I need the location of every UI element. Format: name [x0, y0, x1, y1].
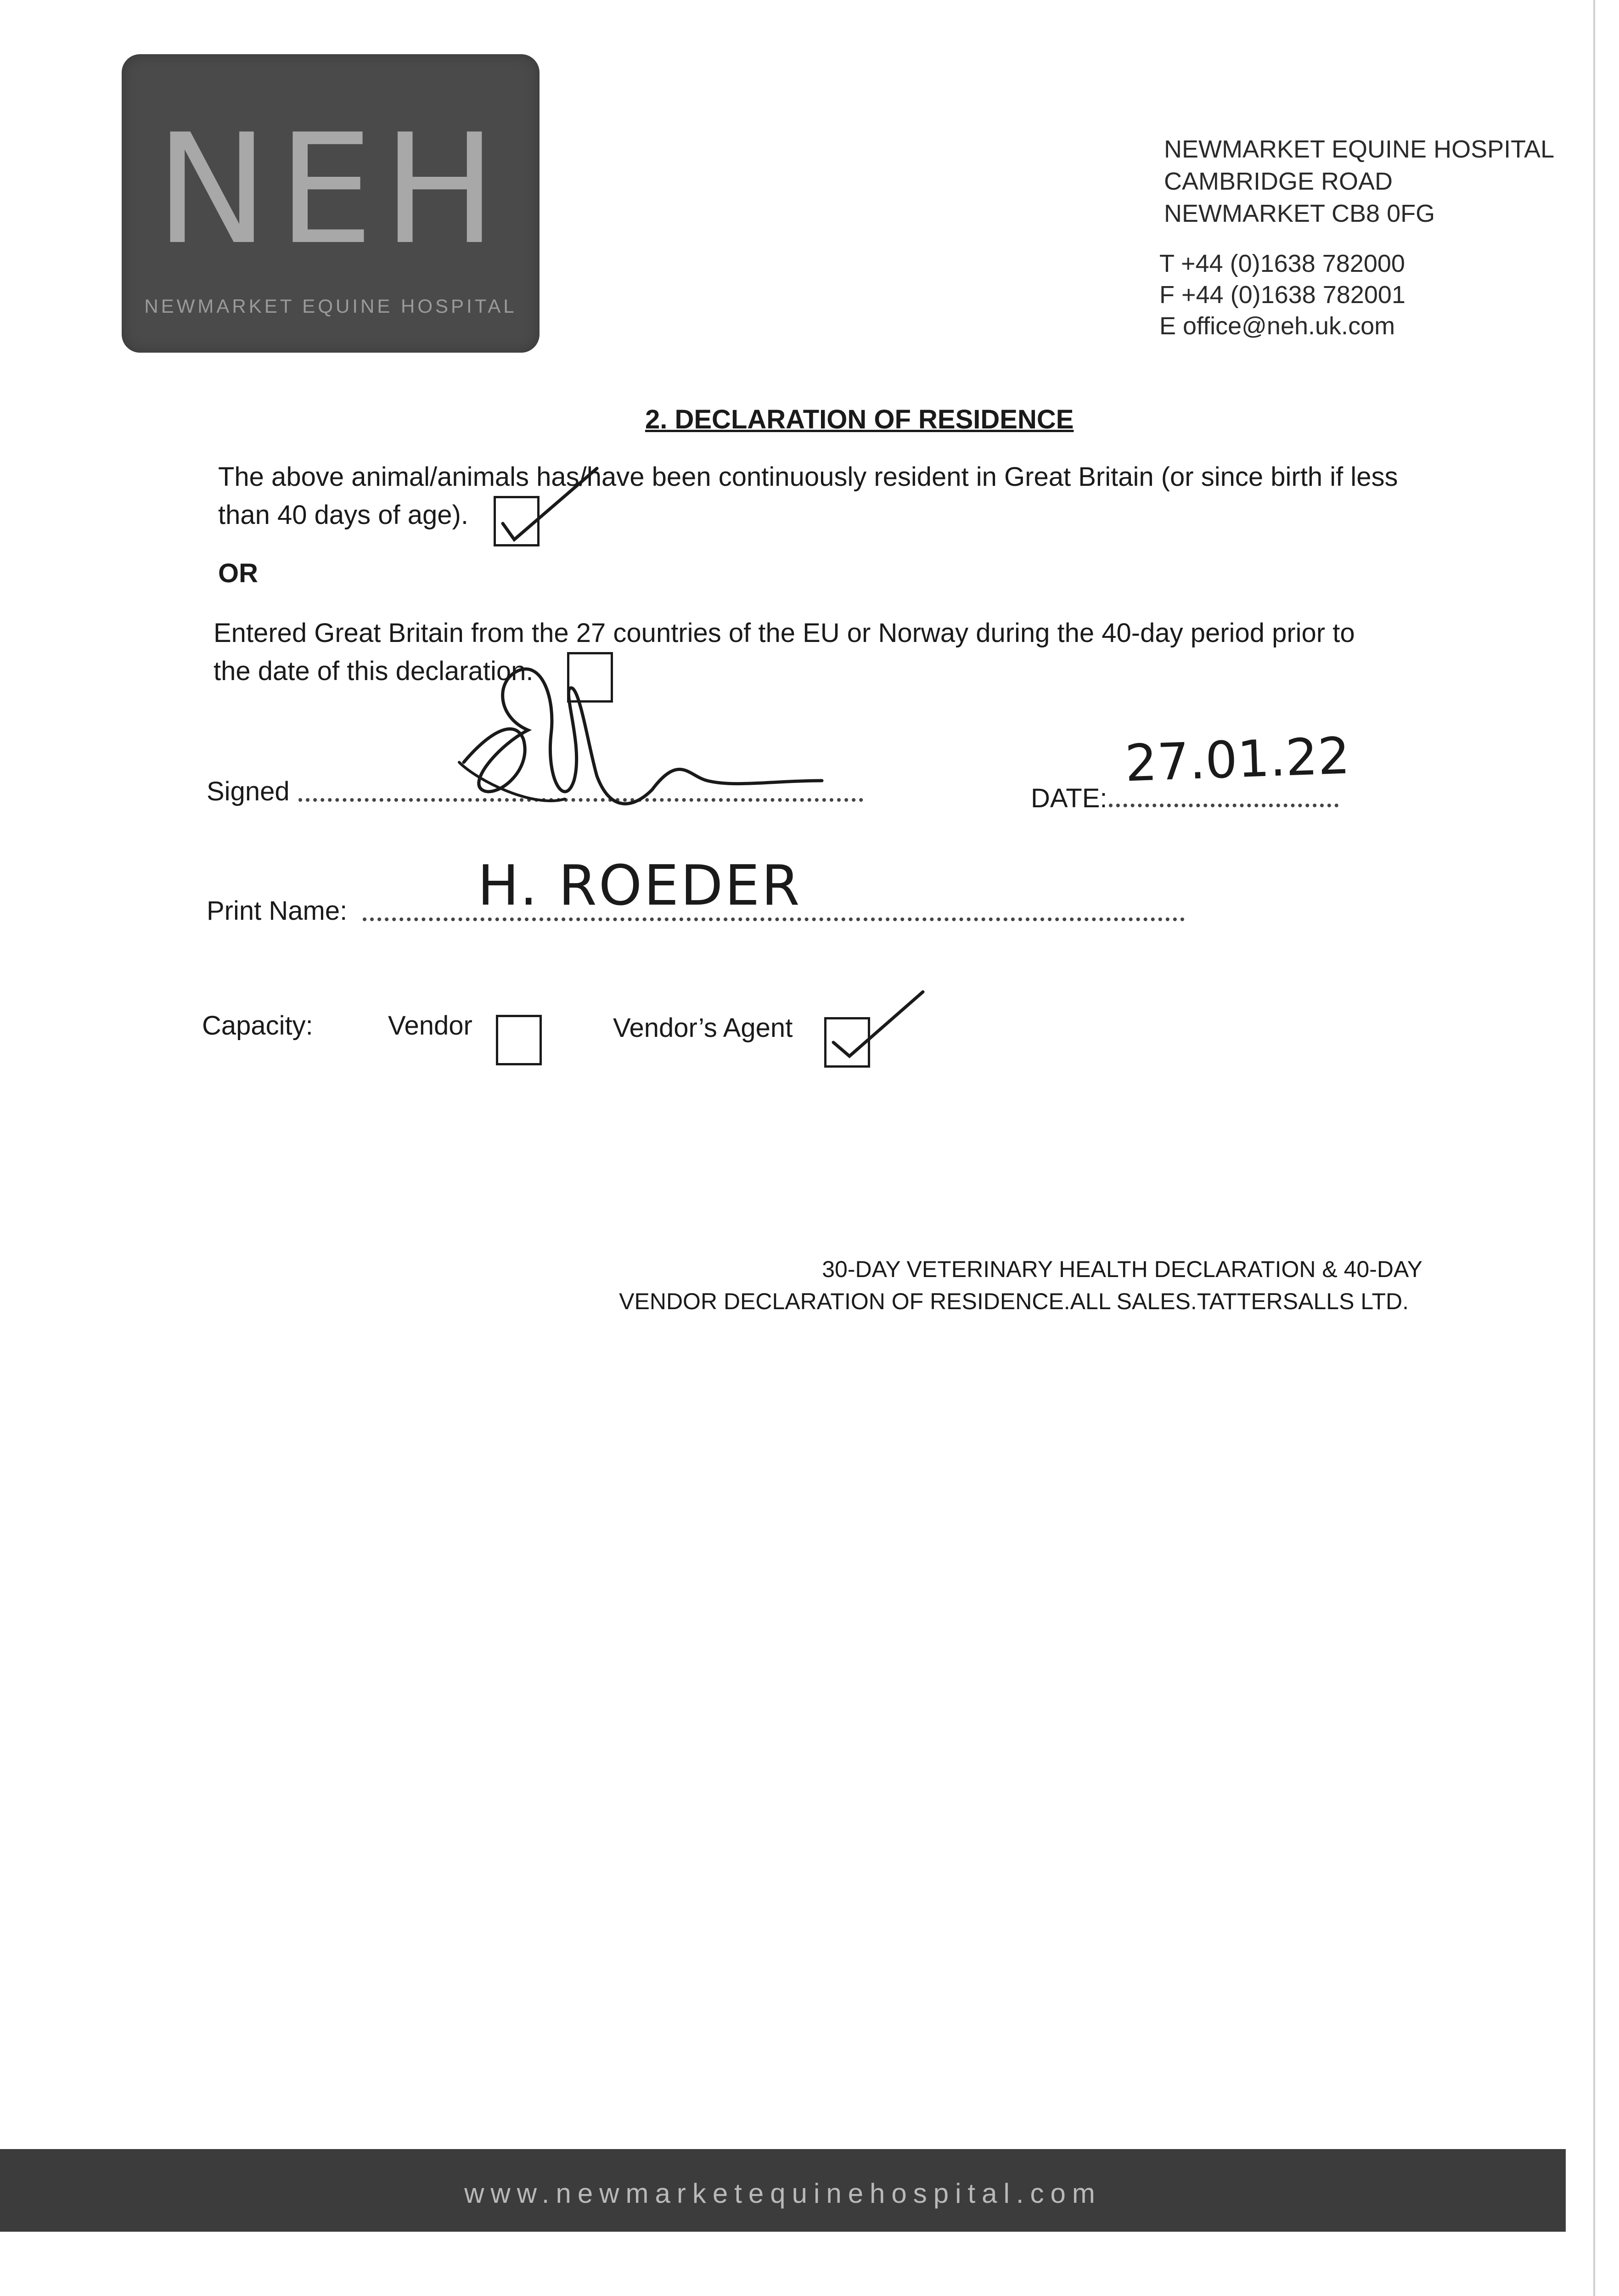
vendors-agent-tick-icon	[833, 992, 923, 1056]
date-value: 27.01.22	[1124, 726, 1351, 793]
contact-fax: F +44 (0)1638 782001	[1159, 281, 1405, 309]
option2-text-line2: the date of this declaration.	[214, 656, 534, 686]
footer-reference-line2: VENDOR DECLARATION OF RESIDENCE.ALL SALES.TATTERSALLS LTD.	[619, 1289, 1409, 1314]
option1-tick-icon	[503, 468, 597, 540]
address-line-2: CAMBRIDGE ROAD	[1164, 168, 1393, 195]
date-label: DATE:	[1031, 783, 1107, 813]
address-line-3: NEWMARKET CB8 0FG	[1164, 200, 1435, 227]
or-label: OR	[218, 558, 258, 588]
contact-phone: T +44 (0)1638 782000	[1159, 250, 1405, 277]
footer-reference-line1: 30-DAY VETERINARY HEALTH DECLARATION & 40-DAY	[822, 1256, 1422, 1282]
logo-subtitle: NEWMARKET EQUINE HOSPITAL	[144, 295, 517, 317]
footer-bar	[0, 2149, 1566, 2232]
option1-text-line1: The above animal/animals has/have been continuously resident in Great Britain (or since birth if less	[218, 462, 1398, 492]
signature-icon	[464, 669, 822, 804]
vendors-agent-label: Vendor’s Agent	[613, 1013, 793, 1043]
signed-label: Signed	[207, 777, 290, 806]
logo-letters: NEH	[155, 101, 506, 278]
website-link[interactable]: www.newmarketequinehospital.com	[464, 2178, 1102, 2209]
contact-email: E office@neh.uk.com	[1159, 312, 1395, 340]
vendor-label: Vendor	[388, 1011, 472, 1041]
capacity-label: Capacity:	[202, 1011, 313, 1041]
address-line-1: NEWMARKET EQUINE HOSPITAL	[1164, 135, 1555, 163]
option2-text-line1: Entered Great Britain from the 27 countries of the EU or Norway during the 40-day period prior to	[214, 618, 1355, 648]
section-heading: 2. DECLARATION OF RESIDENCE	[645, 405, 1074, 434]
print-name-value: H. ROEDER	[478, 854, 802, 918]
option1-text-line2: than 40 days of age).	[218, 500, 468, 530]
print-name-label: Print Name:	[207, 896, 348, 926]
